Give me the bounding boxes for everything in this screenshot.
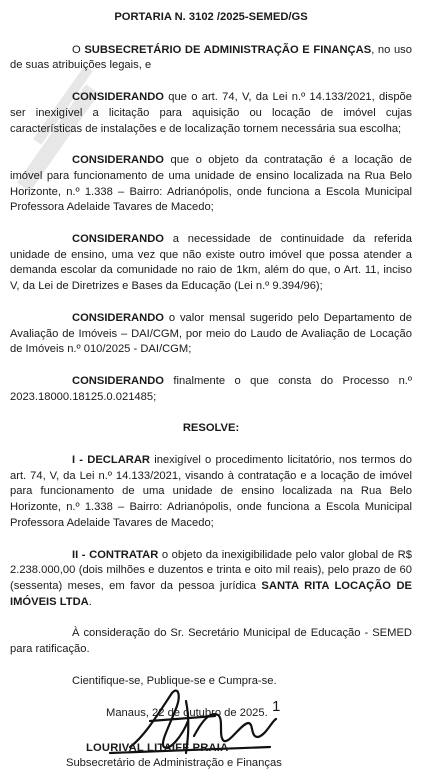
item-contratar	[10, 548, 412, 611]
signer-role: Subsecretário de Administração e Finanças	[66, 757, 282, 769]
considerando-text: o valor mensal sugerido pelo Departamento de Avaliação de Imóveis – DAI/CGM, por meio do Laudo de Avaliação de Locação de Imóveis n.º 010/2025 - DAI/CGM;	[10, 311, 412, 356]
intro-lead: O	[72, 43, 81, 56]
company-name: SANTA RITA LOCAÇÃO DE IMÓVEIS LTDA	[10, 579, 413, 608]
considerando-label: CONSIDERANDO	[72, 154, 164, 167]
considerando-text: que o objeto da contratação é a locação de imóvel para funcionamento de uma unidade de ensino localizada na Rua Belo Horizonte, n.º 1.338 – Bairro: Adrianópolis, onde funciona a Escola Municipal Professora Adelaide Tavares de Macedo;	[10, 154, 412, 214]
considerando-text: finalmente o que consta do Processo n.º 2023.18000.18125.0.021485;	[10, 374, 412, 403]
item-text: inexigível o procedimento licitatório, nos termos do art. 74, V, da Lei n.º 14.133/2021, visando à contratação e a locação de imóvel para funcionamento de uma unidade de ensino localizada na Rua Belo Horizonte, n.º 1.338 – Bairro: Adrianópolis, onde funciona a Escola Municipal Professora Adelaide Tavares de Macedo;	[10, 454, 412, 529]
resolve-heading: RESOLVE:	[182, 422, 240, 435]
considerando-4	[10, 311, 412, 358]
considerando-1	[10, 90, 412, 137]
item-text: o objeto da inexigibilidade pelo valor global de R$ 2.238.000,00 (dois milhões e duzentos e trinta e oito mil reais), pelo prazo de 60 (sessenta) meses, em favor da pessoa jurídica	[10, 548, 412, 592]
considerando-text: a necessidade de continuidade da referida unidade de ensino, uma vez que não existe outro imóvel que possa atender a demanda escolar da comunidade no raio de 1km, além do que, o Art. 11, inciso V, da Lei de Diretrizes e Bases da Educação (Lei n.º 9.394/96);	[10, 233, 412, 293]
item-label: I - DECLARAR	[72, 454, 151, 467]
considerando-label: CONSIDERANDO	[72, 91, 164, 104]
considerando-2	[10, 153, 412, 216]
intro-authority: SUBSECRETÁRIO DE ADMINISTRAÇÃO E FINANÇAS	[84, 43, 372, 56]
ratification-paragraph: À consideração do Sr. Secretário Municipal de Educação - SEMED para ratificação.	[10, 627, 412, 656]
intro-text: , no uso de suas atribuições legais, e	[10, 43, 412, 72]
considerando-text: que o art. 74, V, da Lei n.º 14.133/2021, dispõe ser inexigível a licitação para aquisição ou locação de imóvel cujas características de instalações e de localização tornem necessária sua escolha;	[10, 91, 412, 135]
signer-name: LOURIVAL LITAIFF PRAIA	[86, 742, 229, 754]
considerando-label: CONSIDERANDO	[72, 311, 164, 324]
considerando-label: CONSIDERANDO	[72, 374, 164, 387]
document-title: PORTARIA N. 3102 /2025-SEMED/GS	[114, 11, 308, 23]
document-page	[10, 10, 412, 721]
intro-paragraph	[10, 43, 412, 74]
item-label: II - CONTRATAR	[72, 548, 159, 561]
place-date: Manaus, 22 de outubro de 2025.	[106, 706, 268, 719]
considerando-5	[10, 374, 412, 405]
item-end: .	[88, 595, 92, 608]
closing-line: Cientifique-se, Publique-se e Cumpra-se.	[72, 674, 277, 687]
signature-block	[0, 681, 426, 784]
considerando-label: CONSIDERANDO	[72, 233, 164, 246]
page-mark: 1	[272, 698, 281, 715]
considerando-3	[10, 232, 412, 295]
item-declarar	[10, 453, 412, 532]
